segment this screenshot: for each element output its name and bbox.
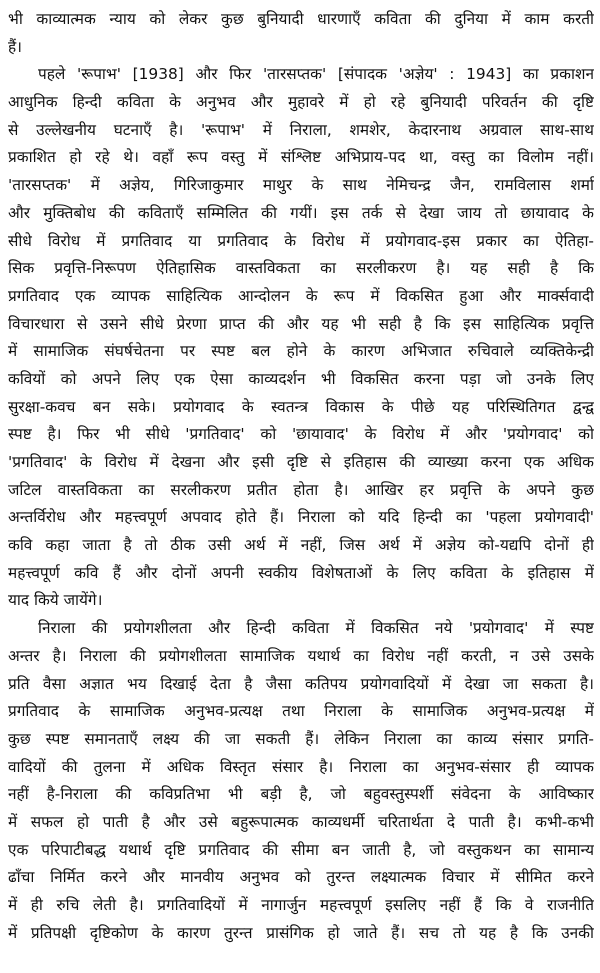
text-line: में सफल हो पाती है और उसे बहुरूपात्मक काव्यधर्मी चरितार्थता दे पाती है। कभी-कभी (8, 812, 594, 831)
text-line: पहले 'रूपाभ' [1938] और फिर 'तारसप्तक' [संपादक 'अज्ञेय' : 1943] का प्रकाशन (38, 65, 594, 84)
text-line: अन्तर है। निराला की प्रयोगशीलता सामाजिक यथार्थ का विरोध नहीं करती, न उसे उसके (8, 646, 594, 665)
text-line: 'प्रगतिवाद' के विरोध में देखना और इसी दृष्टि से इतिहास की व्याख्या करना एक अधिक (8, 453, 594, 471)
text-line: ढाँचा निर्मित करने और मानवीय अनुभव को तुरन्त लक्ष्यात्मक विचार में सीमित करने (8, 868, 594, 887)
text-line: स्पष्ट है। फिर भी सीधे 'प्रगतिवाद' को 'छायावाद' के विरोध में और 'प्रयोगवाद' को (8, 425, 594, 444)
text-line: और मुक्तिबोध की कविताएँ सम्मिलित की गयीं। इस तर्क से देखा जाय तो छायावाद के (8, 203, 594, 222)
text-line: 'तारसप्तक' में अज्ञेय, गिरिजाकुमार माथुर के साथ नेमिचन्द्र जैन, रामविलास शर्मा (8, 176, 594, 195)
text-line: प्रकाशित हो रहे थे। वहाँ रूप वस्तु में संश्लिष्ट अभिप्राय-पद था, वस्तु का विलोम नहीं। (8, 148, 594, 167)
text-line: में सामाजिक संघर्षचेतना पर स्पष्ट बल होने के कारण अभिजात रुचिवाले व्यक्तिकेन्द्री (8, 342, 594, 361)
text-line: आधुनिक हिन्दी कविता के अनुभव और मुहावरे में हो रहे बुनियादी परिवर्तन की दृष्टि (8, 93, 594, 112)
text-line: महत्त्वपूर्ण कवि हैं और दोनों अपनी स्वकीय विशेषताओं के लिए कविता के इतिहास में (8, 563, 594, 582)
text-line: कवि कहा जाता है तो ठीक उसी अर्थ में नहीं, जिस अर्थ में अज्ञेय को-यद्यपि दोनों ही (8, 536, 594, 555)
text-line: नहीं है-निराला की कविप्रतिभा भी बड़ी है, जो बहुवस्तुस्पर्शी संवेदना के आविष्कार (8, 785, 594, 804)
text-line: याद किये जायेंगे। (8, 591, 103, 610)
text-line: जटिल वास्तविकता का सरलीकरण प्रतीत होता है। आखिर हर प्रवृत्ति के अपने कुछ (8, 480, 594, 499)
text-line: निराला की प्रयोगशीलता और हिन्दी कविता में विकसित नये 'प्रयोगवाद' में स्पष्ट (38, 619, 594, 638)
text-line: हैं। (8, 37, 23, 56)
text-line: सिक प्रवृत्ति-निरूपण ऐतिहासिक वास्तविकता का सरलीकरण है। यह सही है कि (8, 259, 594, 278)
text-line: विचारधारा से उसने सीधे प्रेरणा प्राप्त की और यह भी सही है कि इस साहित्यिक प्रवृत्ति (8, 314, 594, 333)
text-line: एक परिपाटीबद्ध यथार्थ दृष्टि प्रगतिवाद की सीमा बन जाती है, जो वस्तुकथन का सामान्य (8, 840, 594, 859)
paragraph-2 (8, 61, 594, 615)
text-line: सुरक्षा-कवच बन सके। प्रयोगवाद के स्वतन्त्र विकास के पीछे यह परिस्थितिगत द्वन्द्व (8, 397, 594, 416)
text-line: कवियों को अपने लिए एक ऐसा काव्यदर्शन भी विकसित करना पड़ा जो उनके लिए (8, 369, 594, 388)
paragraph-1 (8, 6, 594, 61)
paragraph-3 (8, 615, 594, 947)
document-page (8, 6, 594, 947)
text-line: सीधे विरोध में प्रगतिवाद या प्रगतिवाद के विरोध में प्रयोगवाद-इस प्रकार का ऐतिहा- (8, 231, 594, 250)
text-line: कुछ स्पष्ट समानताएँ लक्ष्य की जा सकती हैं। लेकिन निराला का काव्य संसार प्रगति- (8, 729, 594, 748)
text-line: में ही रुचि लेती है। प्रगतिवादियों में नागार्जुन महत्त्वपूर्ण इसलिए नहीं हैं कि वे राजनीति (8, 896, 594, 914)
text-line: में प्रतिपक्षी दृष्टिकोण के कारण तुरन्त प्रासंगिक हो जाते हैं। सच तो यह है कि उनकी (8, 923, 594, 942)
text-line: भी काव्यात्मक न्याय को लेकर कुछ बुनियादी धारणाएँ कविता की दुनिया में काम करती (8, 10, 594, 28)
text-line: प्रगतिवाद एक व्यापक साहित्यिक आन्दोलन के रूप में विकसित हुआ और मार्क्सवादी (8, 286, 594, 305)
text-line: प्रति वैसा अज्ञात भय दिखाई देता है जैसा कतिपय प्रयोगवादियों में देखा जा सकता है। (8, 674, 594, 693)
text-line: से उल्लेखनीय घटनाएँ है। 'रूपाभ' में निराला, शमशेर, केदारनाथ अग्रवाल साथ-साथ (8, 120, 594, 139)
text-line: वादियों की तुलना में अधिक विस्तृत संसार है। निराला का अनुभव-संसार ही व्यापक (8, 757, 594, 776)
text-line: अन्तर्विरोध और महत्त्वपूर्ण अपवाद होते हैं। निराला को यदि हिन्दी का 'पहला प्रयोगवादी' (8, 508, 594, 527)
text-line: प्रगतिवाद के सामाजिक अनुभव-प्रत्यक्ष तथा निराला के सामाजिक अनुभव-प्रत्यक्ष में (8, 702, 594, 721)
